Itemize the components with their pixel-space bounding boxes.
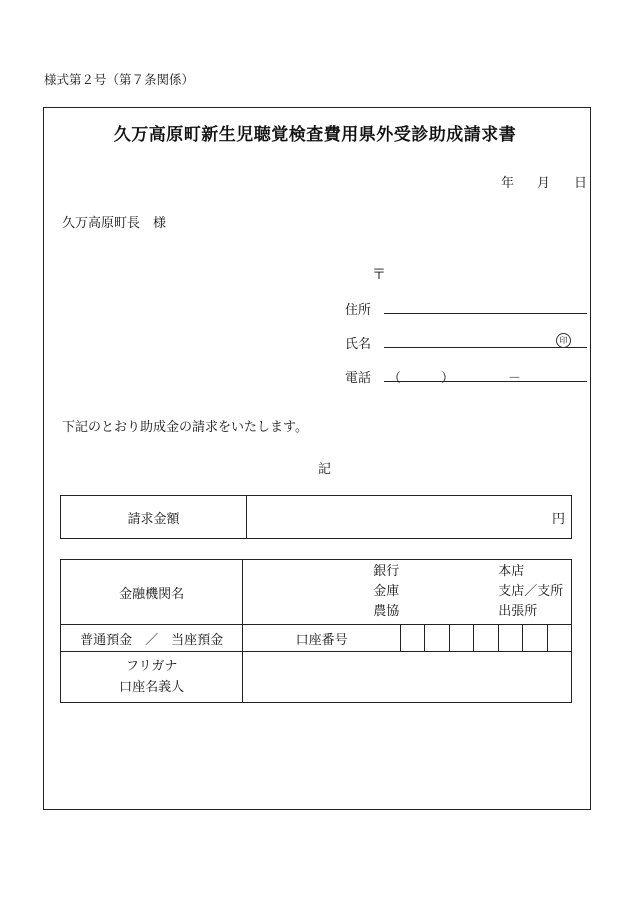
branch-type-item: 本店 — [498, 564, 525, 579]
bank-type-list — [373, 562, 399, 622]
phone-field[interactable] — [384, 381, 587, 382]
bank-type-item: 農協 — [373, 604, 400, 619]
form-title: 久万高原町新生児聴覚検査費用県外受診助成請求書 — [113, 125, 517, 145]
date-month: 月 — [537, 176, 551, 191]
account-digit-5[interactable] — [498, 625, 522, 652]
bank-type-item: 金庫 — [373, 584, 400, 599]
phone-dash: － — [508, 371, 522, 386]
account-holder-label: 口座名義人 — [119, 680, 185, 695]
amount-table — [60, 495, 572, 539]
form-number: 様式第２号（第７条関係） — [44, 72, 195, 87]
name-label: 氏名 — [345, 337, 372, 352]
ki-heading: 記 — [318, 462, 332, 477]
seal-mark: 印 — [556, 333, 571, 348]
holder-row — [61, 652, 572, 703]
addressee: 久万高原町長 様 — [62, 216, 167, 231]
phone-open-paren: （ — [388, 371, 402, 386]
phone-label: 電話 — [345, 371, 372, 386]
bank-table — [60, 559, 572, 703]
branch-type-item: 出張所 — [498, 604, 538, 619]
account-digit-4[interactable] — [474, 625, 498, 652]
account-number-label: 口座番号 — [243, 625, 401, 652]
date-year: 年 — [501, 176, 515, 191]
bank-name-field[interactable] — [243, 560, 572, 625]
postal-mark: 〒 — [372, 267, 386, 283]
bank-type-item: 銀行 — [373, 564, 400, 579]
name-field[interactable] — [384, 347, 587, 348]
phone-close-paren: ） — [441, 371, 455, 386]
account-digit-1[interactable] — [400, 625, 424, 652]
account-digit-2[interactable] — [425, 625, 449, 652]
amount-row — [61, 496, 572, 539]
branch-type-item: 支店／支所 — [498, 584, 564, 599]
amount-field[interactable] — [247, 496, 572, 539]
holder-label — [61, 652, 243, 703]
branch-type-list — [498, 562, 563, 622]
furigana-label: フリガナ — [125, 659, 178, 674]
account-type-label: 普通預金 ／ 当座預金 — [61, 625, 243, 652]
account-holder-field[interactable] — [243, 652, 572, 703]
bank-row — [61, 560, 572, 625]
bank-label: 金融機関名 — [61, 560, 243, 625]
amount-unit: 円 — [551, 511, 565, 527]
account-row — [61, 625, 572, 652]
account-digit-7[interactable] — [547, 625, 572, 652]
account-digit-6[interactable] — [523, 625, 547, 652]
address-label: 住所 — [345, 303, 372, 318]
request-statement: 下記のとおり助成金の請求をいたします。 — [62, 420, 308, 435]
date-day: 日 — [574, 176, 588, 191]
account-digit-3[interactable] — [449, 625, 473, 652]
address-field[interactable] — [384, 313, 587, 314]
amount-label: 請求金額 — [61, 496, 247, 539]
